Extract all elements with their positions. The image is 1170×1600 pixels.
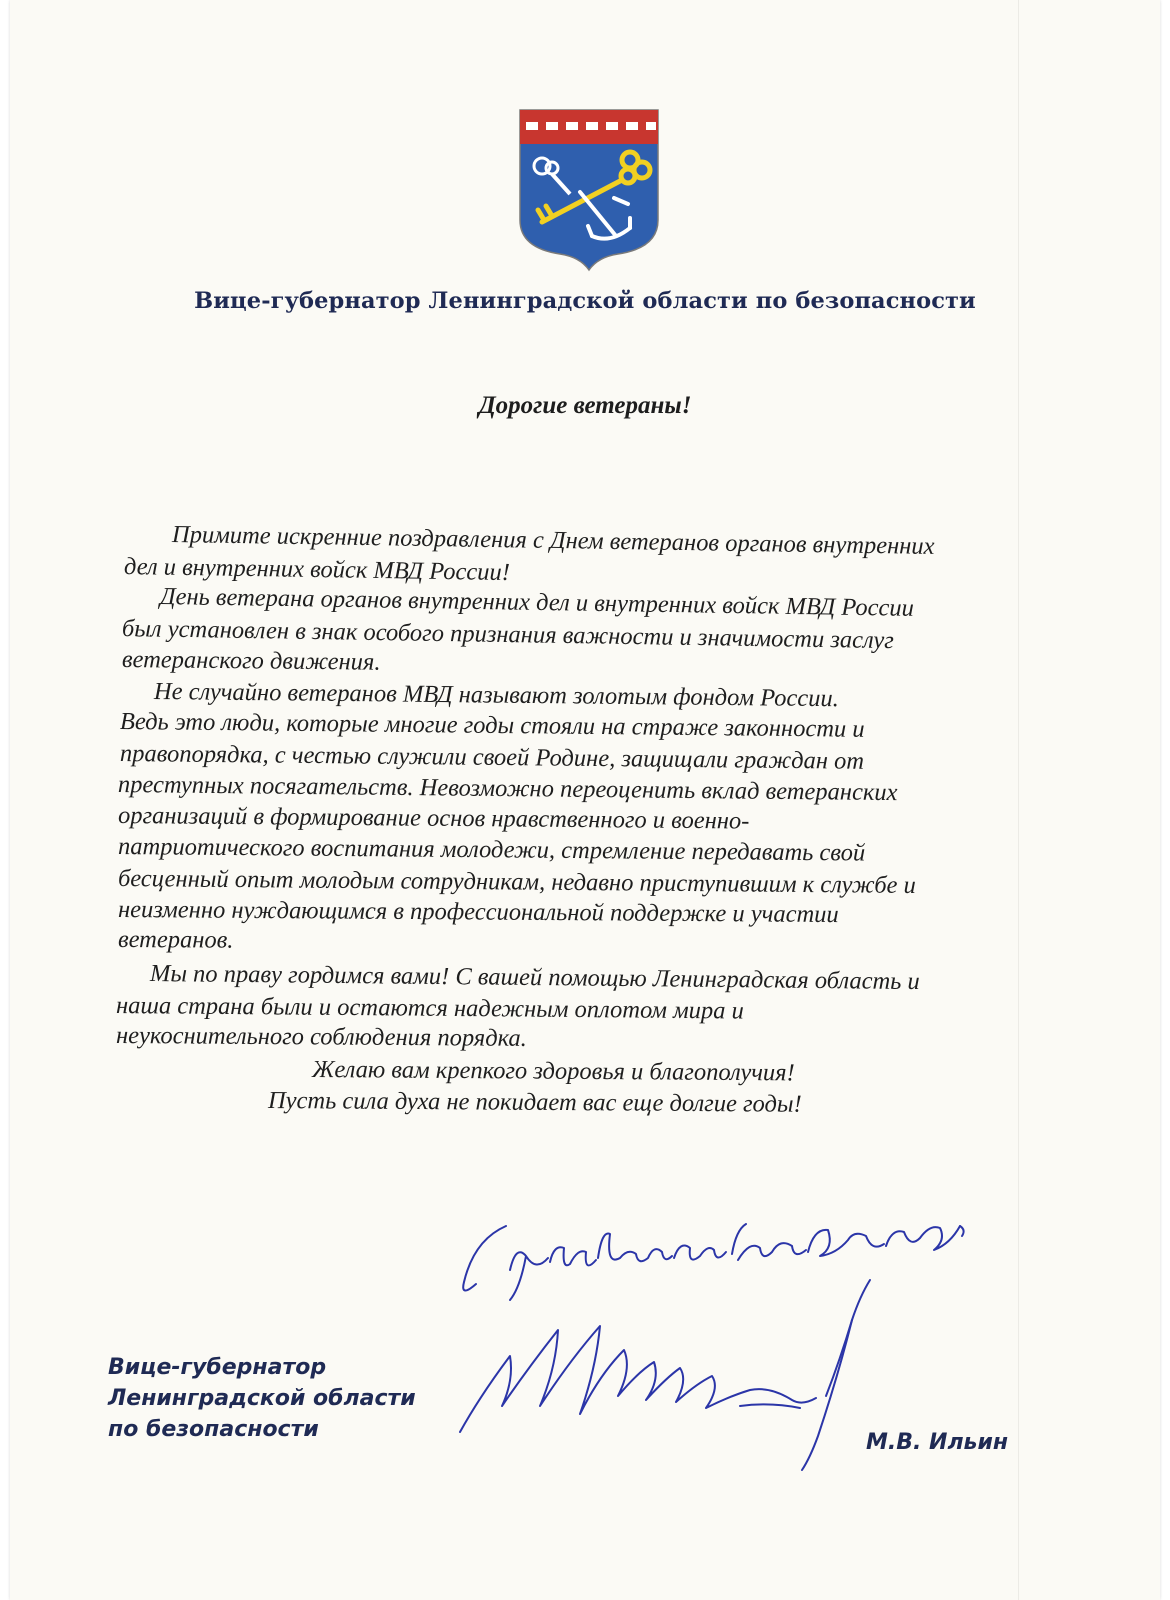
letterhead-title: Вице-губернатор Ленинградской области по безопасности — [194, 288, 976, 314]
letter-line: Желаю вам крепкого здоровья и благополучия! — [311, 1056, 795, 1087]
letter-line: преступных посягательств. Невозможно переоценить вклад ветеранских — [117, 771, 898, 807]
letter-line: ветеранов. — [117, 926, 234, 954]
letter-line: День ветерана органов внутренних дел и внутренних войск МВД России — [159, 583, 915, 622]
letter-line: Ведь это люди, которые многие годы стояли на страже законности и — [119, 708, 865, 743]
letter-line: Мы по праву гордимся вами! С вашей помощью Ленинградская область и — [149, 960, 920, 996]
letter-line: организаций в формирование основ нравственного и военно- — [117, 802, 750, 835]
letter-line: Не случайно ветеранов МВД называют золотым фондом России. — [153, 678, 839, 713]
letter-line: неукоснительного соблюдения порядка. — [115, 1022, 527, 1052]
letter-line: бесценный опыт молодым сотрудникам, недавно приступившим к службе и — [117, 865, 916, 899]
signer-position — [108, 1352, 416, 1445]
letter-line: неизменно нуждающимся в профессиональной поддержке и участии — [117, 896, 839, 929]
letter-line: патриотического воспитания молодежи, стремление передавать свой — [117, 833, 866, 867]
letter-line: дел и внутренних войск МВД России! — [123, 553, 511, 587]
letter-line: Пусть сила духа не покидает вас еще долгие годы! — [267, 1087, 802, 1118]
signer-position-line: Вице-губернатор — [108, 1355, 327, 1380]
page-fold-line — [1018, 0, 1019, 1600]
signer-position-line: по безопасности — [108, 1417, 319, 1442]
letter-line: наша страна были и остаются надежным оплотом мира и — [115, 992, 744, 1025]
signer-name: М.В. Ильин — [866, 1430, 1009, 1455]
letter-line: правопорядка, с честью служили своей Родине, защищали граждан от — [119, 740, 865, 775]
letter-line: был установлен в знак особого признания важности и значимости заслуг — [121, 615, 894, 655]
letter-line: Примите искренние поздравления с Днем ветеранов органов внутренних — [171, 521, 935, 560]
letter-line: ветеранского движения. — [121, 646, 381, 676]
salutation: Дорогие ветераны! — [478, 392, 692, 419]
signer-position-line: Ленинградской области — [108, 1386, 416, 1411]
coat-of-arms-icon — [518, 108, 660, 272]
